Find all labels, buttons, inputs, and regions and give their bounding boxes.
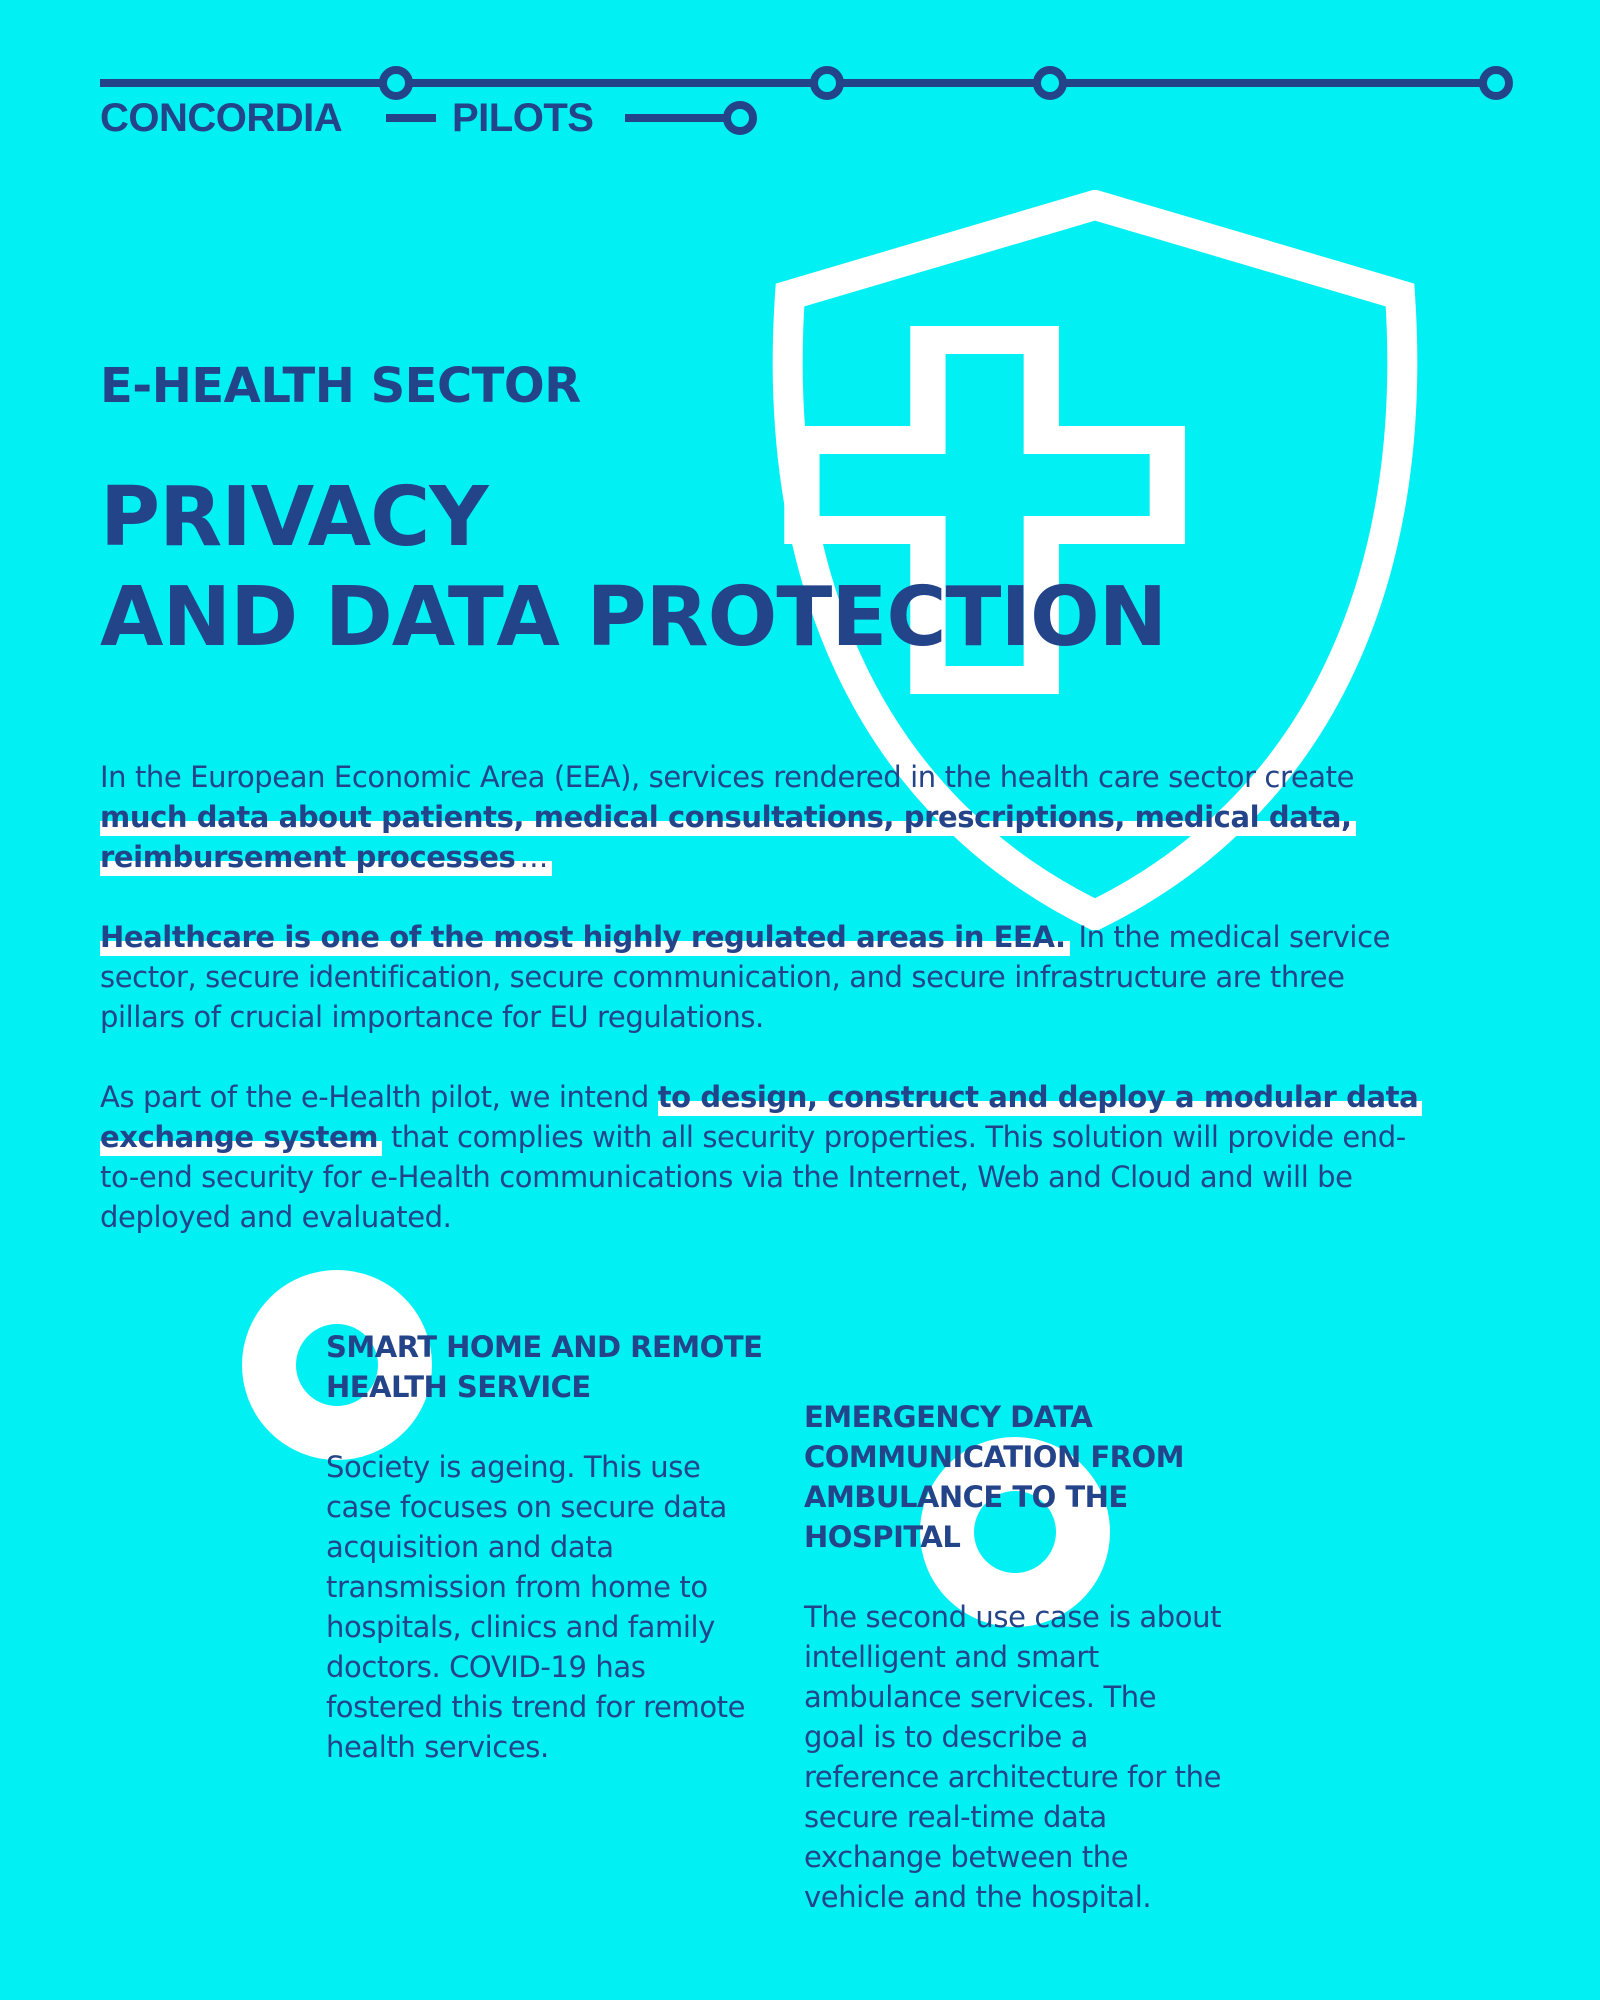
- p3-text-a: As part of the e-Health pilot, we intend: [100, 1080, 658, 1114]
- page-title: [100, 468, 1166, 668]
- intro-paragraph: [100, 757, 1430, 877]
- p3-text-b: that complies with all security properties. This solution will provide end-to-end security for e-Health communications via the Internet, Web and Cloud and will be deployed and evaluated.: [100, 1120, 1406, 1234]
- use-case-2-title: EMERGENCY DATA COMMUNICATION FROM AMBULANCE TO THE HOSPITAL: [804, 1400, 1184, 1554]
- pilot-paragraph: [100, 1077, 1430, 1237]
- brand-concordia: CONCORDIA: [100, 96, 343, 140]
- use-case-2-body: The second use case is about intelligent and smart ambulance services. The goal is to describe a reference architecture for the secure real-time data exchange between the vehicle and the hospital.: [804, 1600, 1222, 1914]
- use-case-ambulance: [804, 1397, 1224, 1917]
- sector-heading: E-HEALTH SECTOR: [100, 358, 581, 414]
- p1-highlight: much data about patients, medical consultations, prescriptions, medical data, reimbursement processes: [100, 800, 1356, 876]
- brand-pilots: PILOTS: [452, 96, 594, 140]
- use-case-smart-home: [326, 1327, 766, 1767]
- p3-highlight: to design, construct and deploy a modular data exchange system: [100, 1080, 1422, 1156]
- title-line-1: PRIVACY: [100, 470, 488, 565]
- p2-text: In the medical service sector, secure identification, secure communication, and secure infrastructure are three pillars of crucial importance for EU regulations.: [100, 920, 1391, 1034]
- p1-ellipsis: …: [519, 840, 552, 876]
- regulation-paragraph: [100, 917, 1430, 1037]
- use-case-1-body: Society is ageing. This use case focuses on secure data acquisition and data transmission from home to hospitals, clinics and family doctors. COVID-19 has fostered this trend for remote health services.: [326, 1450, 746, 1764]
- title-line-2: AND DATA PROTECTION: [100, 570, 1167, 665]
- p2-highlight: Healthcare is one of the most highly regulated areas in EEA.: [100, 920, 1070, 956]
- use-case-1-title: SMART HOME AND REMOTE HEALTH SERVICE: [326, 1330, 763, 1404]
- p1-text: In the European Economic Area (EEA), services rendered in the health care sector create: [100, 760, 1355, 794]
